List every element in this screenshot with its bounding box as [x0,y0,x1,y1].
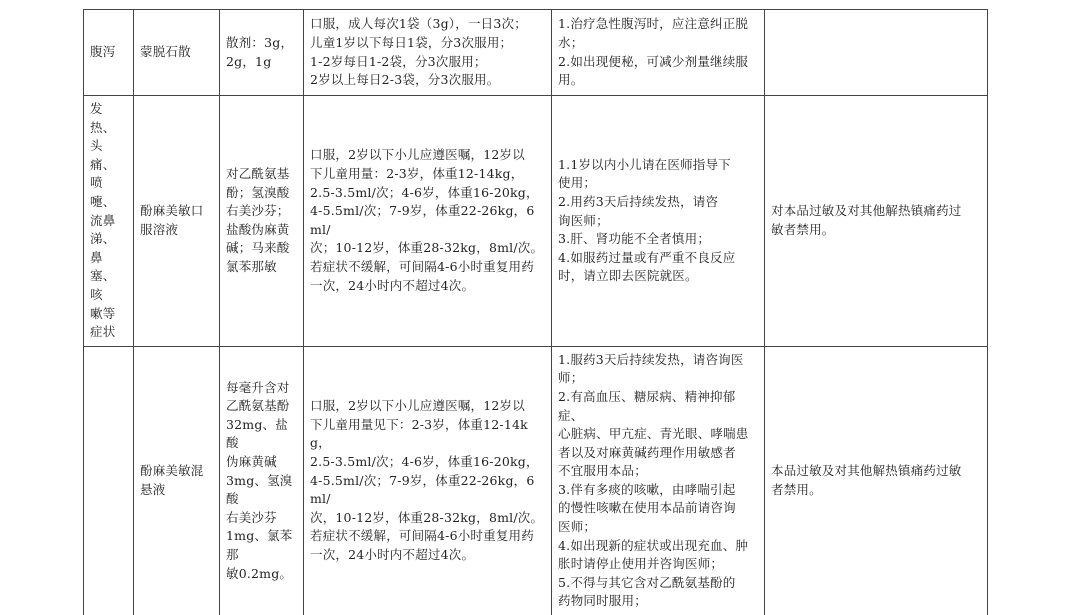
contra-cell [765,96,988,347]
contra-text: 对本品过敏及对其他解热镇痛药过 敏者禁用。 [771,203,962,237]
notes-cell [552,10,765,96]
notes-cell [552,96,765,347]
symptom-cell [84,346,134,615]
contra-text: 本品过敏及对其他解热镇痛药过敏 者禁用。 [771,463,962,497]
notes-cell [552,346,765,615]
usage-cell [304,346,552,615]
usage-text: 口服，成人每次1袋（3g），一日3次； 儿童1岁以下每日1袋，分3次服用； 1-2岁每日1-2袋，分3次服用； 2岁以上每日2-3袋，分3次服用。 [310,16,527,88]
table-row [84,10,988,96]
usage-text: 口服，2岁以下小儿应遵医嘱，12岁以 下儿童用量：2-3岁，体重12-14kg， 2.5-3.5ml/次；4-6岁，体重16-20kg， 4-5.5ml/次；7-9岁，体重22-26kg，6ml/ 次；10-12岁，体重28-32kg，8ml/次。 若症状不缓解，可间隔4-6小时重复用药 一次，24小时内不超过4次。 [310,147,544,293]
usage-cell [304,96,552,347]
drug-name-cell [134,10,220,96]
spec-cell [220,10,304,96]
symptom-cell [84,96,134,347]
symptom-text: 发热、 头痛、 喷嚏、 流鼻 涕、鼻 塞、咳 嗽等 症状 [90,101,116,340]
drug-name-text: 酚麻美敏混 悬液 [140,463,204,497]
symptom-cell [84,10,134,96]
drug-table [83,9,988,615]
usage-cell [304,10,552,96]
usage-text: 口服，2岁以下小儿应遵医嘱，12岁以 下儿童用量见下：2-3岁，体重12-14kg， 2.5-3.5ml/次；4-6岁，体重16-20kg， 4-5.5ml/次；7-9岁，体重22-26kg，6ml/ 次，10-12岁，体重28-32kg，8ml/次。 若症状不缓解，可间隔4-6小时重复用药 一次，24小时内不超过4次。 [310,398,544,562]
drug-name-cell [134,346,220,615]
table-row [84,96,988,347]
contra-cell [765,10,988,96]
drug-name-text: 酚麻美敏口 服溶液 [140,203,204,237]
spec-text: 对乙酰氨基 酚；氢溴酸 右美沙芬； 盐酸伪麻黄 碱；马来酸 氯苯那敏 [226,166,290,275]
symptom-text: 腹泻 [90,44,116,60]
spec-text: 散剂：3g， 2g，1g [226,34,294,69]
spec-text: 每毫升含对 乙酰氨基酚 32mg、盐酸 伪麻黄碱 3mg、氢溴酸 右美沙芬 1mg、氯苯那 敏0.2mg。 [226,379,293,581]
drug-name-text: 蒙脱石散 [140,44,191,60]
drug-name-cell [134,96,220,347]
spec-cell [220,346,304,615]
contra-cell [765,346,988,615]
spec-cell [220,96,304,347]
notes-text: 1.治疗急性腹泻时，应注意纠正脱 水； 2.如出现便秘，可减少剂量继续服 用。 [558,16,749,88]
table-row [84,346,988,615]
notes-text: 1.1岁以内小儿请在医师指导下 使用； 2.用药3天后持续发热，请咨 询医师； 3.肝、肾功能不全者慎用； 4.如服药过量或有严重不良反应 时，请立即去医院就医。 [558,156,736,284]
notes-text: 1.服药3天后持续发热，请咨询医 师； 2.有高血压、糖尿病、精神抑郁症、 心脏病、甲亢症、青光眼、哮喘患 者以及对麻黄碱药理作用敏感者 不宜服用本品； 3.伴有多痰的咳嗽，由哮喘引起 的慢性咳嗽在使用本品前请咨询 医师； 4.如出现新的症状或出现充血、肿 胀时请停止使用并咨询医师； 5.不得与其它含对乙酰氨基酚的 药物同时服用； [558,351,749,609]
